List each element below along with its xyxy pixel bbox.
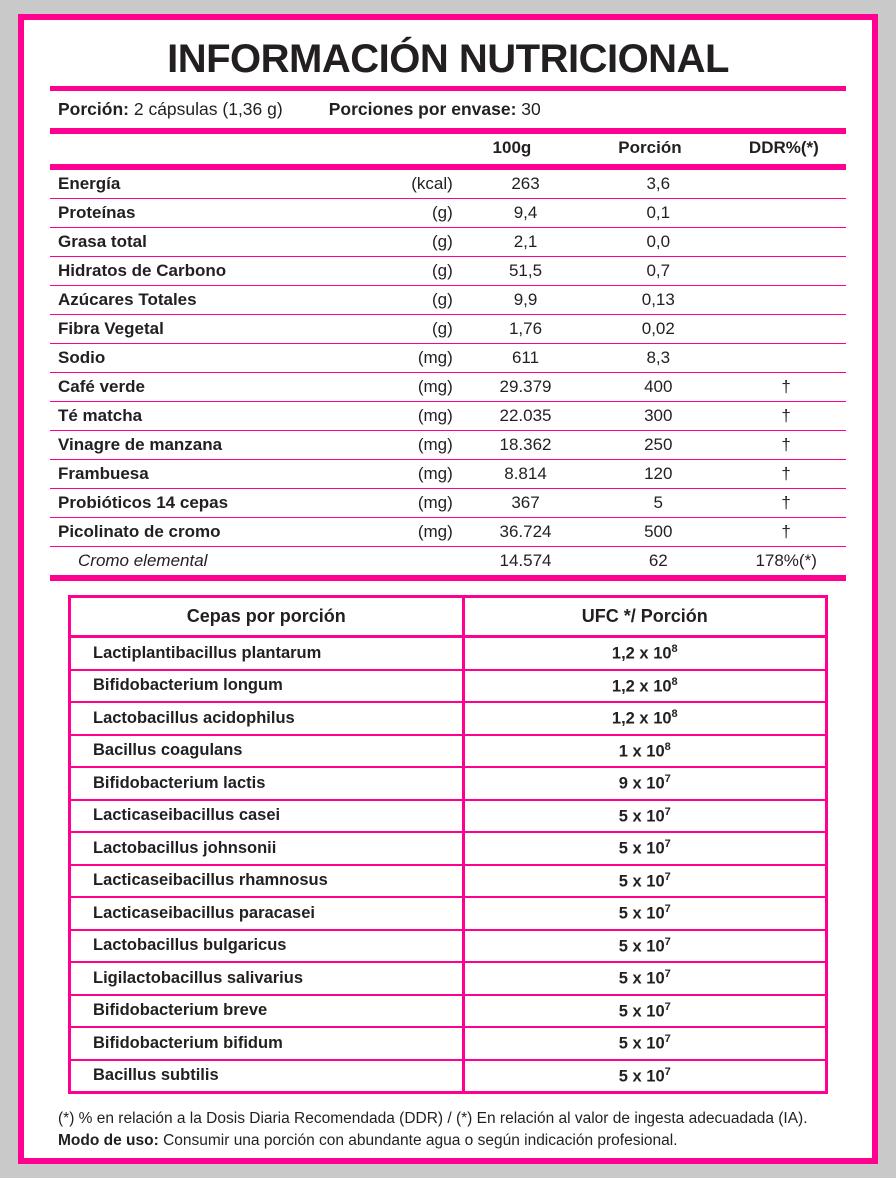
strain-name: Lacticaseibacillus paracasei (71, 897, 463, 930)
strain-name: Lactobacillus bulgaricus (71, 930, 463, 963)
table-row (71, 832, 825, 865)
strain-ufc-value: 5 x $10^7$ (618, 1065, 671, 1085)
table-row (71, 1027, 825, 1060)
nutrient-unit (351, 547, 461, 576)
table-row (50, 489, 846, 518)
nutrient-ddr: 178%(*) (755, 551, 817, 570)
strain-name: Bacillus subtilis (71, 1060, 463, 1092)
strains-col-header-name: Cepas por porción (71, 598, 463, 637)
nutrient-unit: (mg) (351, 460, 461, 489)
strain-name: Bifidobacterium bifidum (71, 1027, 463, 1060)
nutrient-name: Vinagre de manzana (50, 431, 351, 460)
nutrient-ddr (726, 286, 846, 315)
nutrient-unit: (g) (351, 315, 461, 344)
nutrient-per-100g: 2,1 (461, 228, 590, 257)
label-inner (24, 20, 872, 1158)
nutrient-ddr: † (726, 373, 846, 402)
nutrient-unit: (g) (351, 199, 461, 228)
nutrient-ddr: † (726, 460, 846, 489)
nutrient-per-portion: 250 (590, 431, 726, 460)
table-row (50, 518, 846, 547)
nutrient-unit: (mg) (351, 402, 461, 431)
nutrient-per-portion: 0,7 (590, 257, 726, 286)
table-row (71, 767, 825, 800)
nutrient-ddr (726, 228, 846, 257)
nutrient-per-100g: 22.035 (461, 402, 590, 431)
nutrient-per-100g: 9,9 (461, 286, 590, 315)
strain-ufc-exponent: 7 (664, 903, 671, 915)
footnote-use (58, 1130, 838, 1152)
servings-label: Porciones por envase: (328, 99, 517, 119)
strain-ufc-value: 5 x $10^7$ (463, 1027, 825, 1060)
nutrient-name: Grasa total (50, 228, 351, 257)
footnote-use-text: Consumir una porción con abundante agua o según indicación profesional. (163, 1132, 678, 1150)
strain-name: Ligilactobacillus salivarius (71, 962, 463, 995)
table-row (50, 257, 846, 286)
nutrient-unit: (kcal) (351, 170, 461, 199)
portion-label: Porción: (58, 99, 129, 119)
portion-segment (58, 99, 283, 120)
strain-name: Lactobacillus acidophilus (71, 702, 463, 735)
strains-table-head (71, 598, 825, 637)
table-row (50, 373, 846, 402)
table-row (50, 547, 846, 576)
nutrient-ddr (726, 170, 846, 199)
servings-segment (329, 99, 541, 120)
nutrient-unit: (mg) (351, 373, 461, 402)
table-row (71, 735, 825, 768)
strain-ufc-value: 1 x $10^8$ (463, 735, 825, 768)
nutrient-unit: (g) (351, 286, 461, 315)
nutrient-per-portion: 0,0 (590, 228, 726, 257)
strain-ufc-value: 5 x $10^7$ (463, 995, 825, 1028)
table-row (71, 800, 825, 833)
strain-ufc-value: 9 x $10^7$ (463, 767, 825, 800)
strain-ufc-exponent: 7 (664, 838, 671, 850)
strain-ufc-value: 1,2 x $10^8$ (463, 670, 825, 703)
portion-value: 2 cápsulas (1,36 g) (133, 99, 283, 119)
nutrient-name: Fibra Vegetal (50, 315, 351, 344)
nutrient-name: Frambuesa (50, 460, 351, 489)
strain-ufc-exponent: 8 (671, 643, 678, 655)
strains-header-row (71, 598, 825, 637)
nutrient-ddr (726, 315, 846, 344)
strain-ufc-exponent: 7 (664, 1033, 671, 1045)
table-row (71, 637, 825, 670)
table-row (50, 286, 846, 315)
nutrient-ddr: † (726, 431, 846, 460)
nutrition-table-body (50, 170, 846, 575)
nutrient-ddr (726, 344, 846, 373)
strain-ufc-value: 5 x $10^7$ (463, 962, 825, 995)
strain-name: Lactobacillus johnsonii (71, 832, 463, 865)
nutrient-per-portion: 300 (590, 402, 726, 431)
nutrient-name: Azúcares Totales (50, 286, 351, 315)
strain-ufc-exponent: 7 (664, 870, 671, 883)
nutrient-per-100g: 9,4 (461, 199, 590, 228)
strain-name: Bacillus coagulans (71, 735, 463, 768)
nutrient-per-100g: 18.362 (461, 431, 590, 460)
strain-ufc-exponent: 8 (671, 675, 678, 688)
nutrient-unit: (g) (351, 257, 461, 286)
nutrient-name: Proteínas (50, 199, 351, 228)
strain-ufc-value: 1,2 x $10^8$ (463, 702, 825, 735)
strain-ufc-value: 5 x $10^7$ (463, 930, 825, 963)
nutrient-unit: (mg) (351, 431, 461, 460)
table-row (71, 962, 825, 995)
col-header-name (50, 134, 336, 164)
nutrient-per-100g: 1,76 (461, 315, 590, 344)
table-row (50, 460, 846, 489)
nutrient-name: Probióticos 14 cepas (50, 489, 351, 518)
strain-ufc-exponent: 7 (664, 1000, 671, 1013)
nutrient-per-100g: 8.814 (461, 460, 590, 489)
nutrient-unit: (g) (351, 228, 461, 257)
nutrient-per-portion: 3,6 (590, 170, 726, 199)
nutrient-per-portion: 500 (590, 518, 726, 547)
nutrient-per-100g: 611 (461, 344, 590, 373)
strain-name: Lactiplantibacillus plantarum (71, 637, 463, 670)
strains-panel (68, 595, 828, 1094)
table-row (50, 431, 846, 460)
nutrition-table-body-wrap (50, 170, 846, 575)
strains-col-header-ufc: UFC */ Porción (463, 598, 825, 637)
strains-table-body (71, 637, 825, 1092)
footnote-use-label: Modo de uso: (58, 1132, 159, 1150)
nutrition-bottom-divider (50, 575, 846, 581)
strain-ufc-value: 5 x $10^7$ (463, 897, 825, 930)
table-row (50, 344, 846, 373)
nutrient-name: Café verde (50, 373, 351, 402)
nutrient-name: Energía (50, 170, 351, 199)
nutrient-name: Sodio (50, 344, 351, 373)
nutrient-name: Té matcha (50, 402, 351, 431)
nutrition-table (50, 134, 846, 164)
table-row (71, 865, 825, 898)
table-row (71, 670, 825, 703)
strain-ufc-exponent: 7 (664, 1065, 671, 1078)
table-row (71, 930, 825, 963)
table-row (50, 228, 846, 257)
strain-ufc-exponent: 7 (664, 773, 671, 785)
strain-name: Bifidobacterium lactis (71, 767, 463, 800)
nutrient-per-portion: 5 (590, 489, 726, 518)
strain-ufc-value: 5 x $10^7$ (463, 800, 825, 833)
servings-value: 30 (521, 99, 541, 119)
footnotes (58, 1108, 838, 1153)
nutrient-per-portion: 8,3 (590, 344, 726, 373)
strain-name: Bifidobacterium longum (71, 670, 463, 703)
strain-ufc-exponent: 7 (664, 805, 671, 818)
col-header-per-portion: Porción (618, 138, 682, 157)
page-title: INFORMACIÓN NUTRICIONAL (167, 37, 729, 81)
strain-name: Bifidobacterium breve (71, 995, 463, 1028)
table-row (71, 702, 825, 735)
table-row (50, 315, 846, 344)
nutrient-per-portion: 62 (648, 551, 668, 570)
nutrient-per-100g: 367 (461, 489, 590, 518)
strain-ufc-exponent: 7 (664, 968, 671, 980)
nutrient-name: Picolinato de cromo (50, 518, 351, 547)
strain-name: Lacticaseibacillus rhamnosus (71, 865, 463, 898)
portion-summary-row (50, 91, 846, 128)
strain-ufc-exponent: 8 (671, 708, 678, 720)
nutrition-header-row (50, 134, 846, 164)
nutrient-ddr: † (726, 518, 846, 547)
footnote-ddr: (*) % en relación a la Dosis Diaria Recomendada (DDR) / (*) En relación al valor de ingesta adecuadada (IA). (58, 1110, 808, 1127)
nutrient-per-100g: 263 (461, 170, 590, 199)
strain-name: Lacticaseibacillus casei (71, 800, 463, 833)
nutrient-name: Hidratos de Carbono (50, 257, 351, 286)
strain-ufc-exponent: 8 (664, 740, 671, 753)
nutrient-name: Cromo elemental (78, 551, 208, 570)
col-header-per-100g: 100g (492, 138, 532, 157)
strain-ufc-value: 5 x $10^7$ (463, 865, 825, 898)
strain-ufc-exponent: 7 (664, 935, 671, 948)
table-row (71, 1060, 825, 1092)
nutrient-unit: (mg) (351, 518, 461, 547)
nutrient-ddr: † (726, 489, 846, 518)
nutrient-per-100g: 51,5 (461, 257, 590, 286)
nutrient-ddr (726, 257, 846, 286)
nutrient-per-100g: 36.724 (461, 518, 590, 547)
col-header-ddr: DDR%(*) (748, 138, 819, 157)
nutrient-ddr: † (726, 402, 846, 431)
table-row (50, 170, 846, 199)
nutrient-per-portion: 0,1 (590, 199, 726, 228)
nutrient-per-100g: 29.379 (461, 373, 590, 402)
nutrition-label-panel (18, 14, 878, 1164)
nutrient-per-portion: 400 (590, 373, 726, 402)
nutrient-per-portion: 120 (590, 460, 726, 489)
nutrition-table-head (50, 134, 846, 164)
table-row (71, 897, 825, 930)
strain-ufc-value: 5 x $10^7$ (463, 832, 825, 865)
table-row (71, 995, 825, 1028)
nutrient-per-portion: 0,13 (590, 286, 726, 315)
nutrient-per-portion: 0,02 (590, 315, 726, 344)
nutrient-per-100g: 14.574 (499, 551, 552, 570)
nutrient-unit: (mg) (351, 489, 461, 518)
table-row (50, 402, 846, 431)
table-row (50, 199, 846, 228)
nutrient-ddr (726, 199, 846, 228)
strain-ufc-value: 1,2 x $10^8$ (463, 637, 825, 670)
strains-table (71, 598, 825, 1091)
col-header-unit (336, 134, 446, 164)
nutrient-unit: (mg) (351, 344, 461, 373)
